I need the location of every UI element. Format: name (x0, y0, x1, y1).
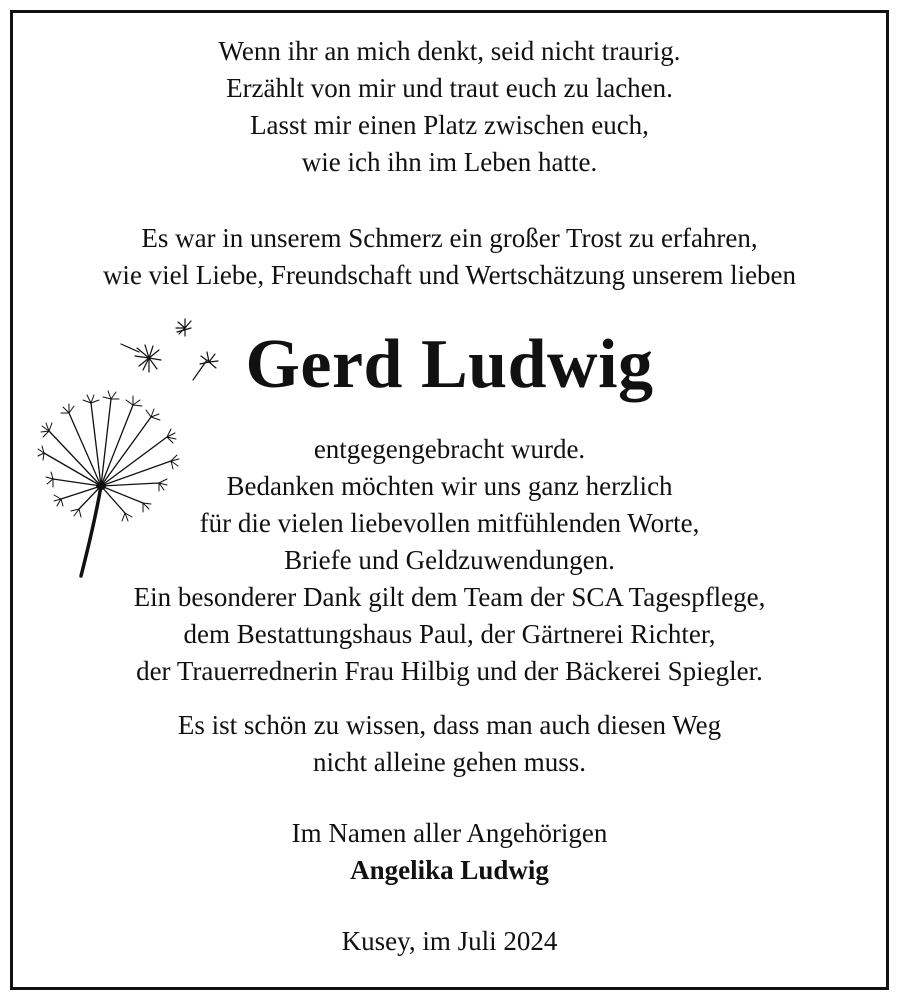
intro-line-2: wie viel Liebe, Freundschaft und Wertschätzung unserem lieben (102, 260, 797, 290)
closing-line-1: Es ist schön zu wissen, dass man auch diesen Weg (177, 710, 722, 740)
thanks-line-6: dem Bestattungshaus Paul, der Gärtnerei Richter, (183, 619, 716, 649)
closing-line-2: nicht alleine gehen muss. (313, 747, 586, 777)
poem-line-3: Lasst mir einen Platz zwischen euch, (250, 110, 649, 140)
thanks-line-1: entgegengebracht wurde. (313, 434, 586, 464)
signature-name: Angelika Ludwig (350, 855, 549, 885)
thanks-line-5: Ein besonderer Dank gilt dem Team der SCA Tagespflege, (133, 582, 766, 612)
thanks-line-3: für die vielen liebevollen mitfühlenden Worte, (199, 508, 700, 538)
poem-line-1: Wenn ihr an mich denkt, seid nicht traurig. (218, 36, 681, 66)
place-date: Kusey, im Juli 2024 (341, 926, 558, 956)
obituary-frame (10, 10, 889, 990)
thanks-line-7: der Trauerrednerin Frau Hilbig und der Bäckerei Spiegler. (136, 656, 763, 686)
intro-line-1: Es war in unserem Schmerz ein großer Trost zu erfahren, (141, 223, 758, 253)
poem-line-4: wie ich ihn im Leben hatte. (301, 147, 598, 177)
deceased-name: Gerd Ludwig (245, 326, 654, 403)
thanks-line-2: Bedanken möchten wir uns ganz herzlich (226, 471, 673, 501)
signature-line: Im Namen aller Angehörigen (291, 818, 608, 848)
poem-line-2: Erzählt von mir und traut euch zu lachen. (226, 73, 673, 103)
thanks-line-4: Briefe und Geldzuwendungen. (284, 545, 615, 575)
dandelion-seed-icon (117, 308, 217, 383)
